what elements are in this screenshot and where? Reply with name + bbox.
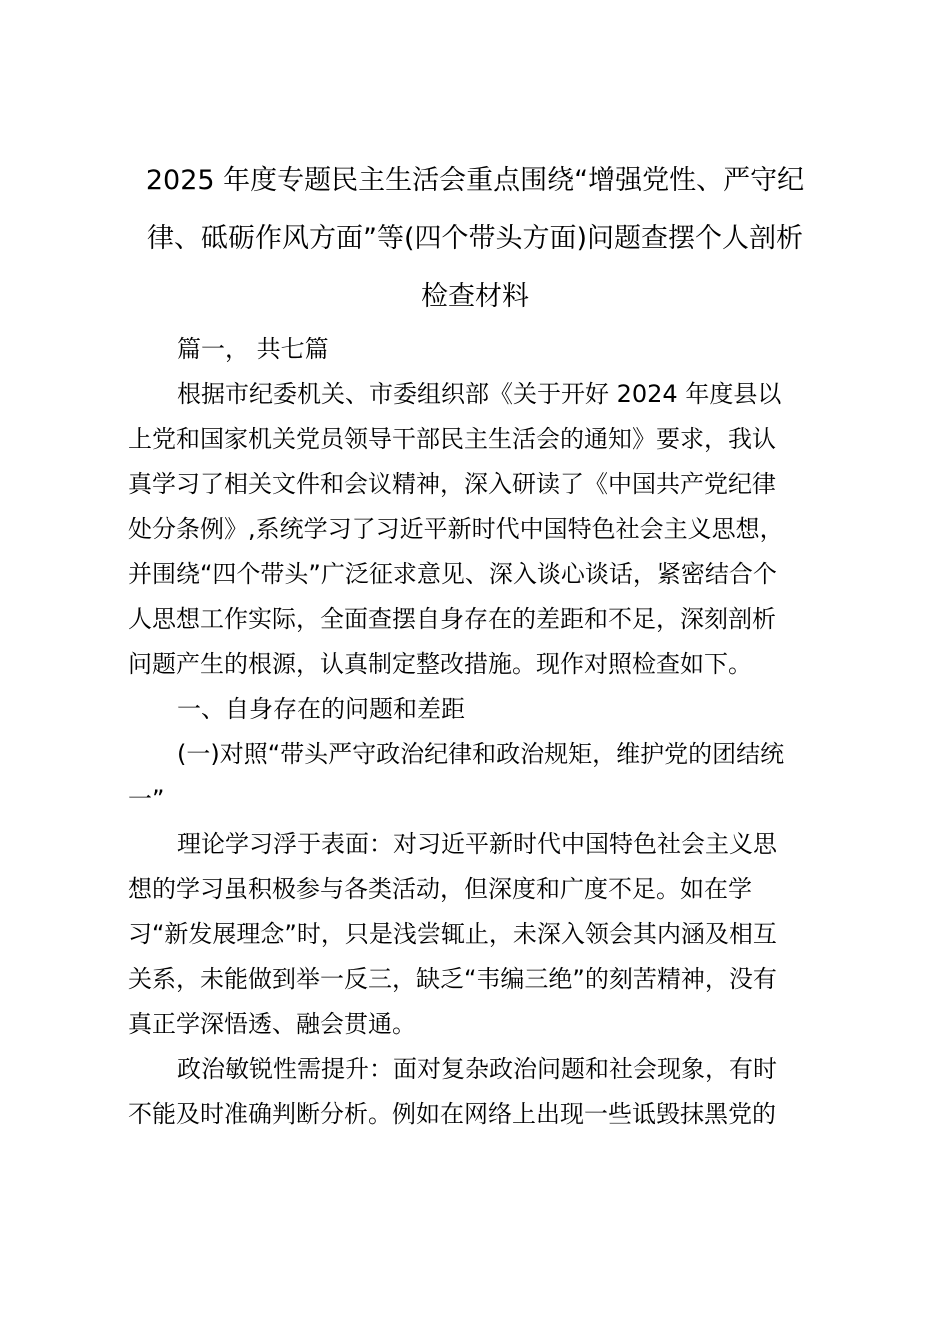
text-line: 处分条例》,系统学习了习近平新时代中国特色社会主义思想，	[128, 515, 784, 543]
text-line: 真正学深悟透、融会贯通。	[128, 1010, 416, 1038]
text-line: 一、自身存在的问题和差距	[177, 695, 465, 723]
text-line: 篇一， 共七篇	[177, 335, 329, 363]
text-line: 习“新发展理念”时，只是浅尝辄止，未深入领会其内涵及相互	[128, 920, 777, 948]
text-line: 并围绕“四个带头”广泛征求意见、深入谈心谈话，紧密结合个	[128, 560, 777, 588]
title-line: 律、砥砺作风方面”等(四个带头方面)问题查摆个人剖析	[146, 223, 804, 254]
section-heading	[128, 687, 828, 732]
title-line: 检查材料	[421, 281, 529, 312]
text-line: 根据市纪委机关、市委组织部《关于开好 2024 年度县以	[177, 380, 782, 408]
text-line: 真学习了相关文件和会议精神，深入研读了《中国共产党纪律	[128, 470, 776, 498]
text-line: 理论学习浮于表面：对习近平新时代中国特色社会主义思	[177, 830, 777, 858]
text-line: 一”	[128, 785, 165, 813]
subsection-heading	[128, 732, 828, 822]
title-line: 2025 年度专题民主生活会重点围绕“增强党性、严守纪	[145, 165, 805, 196]
text-line: 上党和国家机关党员领导干部民主生活会的通知》要求，我认	[128, 425, 776, 453]
theory-study-paragraph	[128, 822, 828, 1047]
text-line: 人思想工作实际，全面查摆自身存在的差距和不足，深刻剖析	[128, 605, 776, 633]
text-line: 关系，未能做到举一反三，缺乏“韦编三绝”的刻苦精神，没有	[128, 965, 777, 993]
political-sensitivity-paragraph	[128, 1047, 828, 1137]
document-title	[118, 152, 832, 326]
document-body	[128, 327, 828, 1137]
intro-paragraph	[128, 372, 828, 687]
text-line: (一)对照“带头严守政治纪律和政治规矩，维护党的团结统	[177, 740, 785, 768]
text-line: 想的学习虽积极参与各类活动，但深度和广度不足。如在学	[128, 875, 752, 903]
text-line: 问题产生的根源，认真制定整改措施。现作对照检查如下。	[128, 650, 752, 678]
text-line: 不能及时准确判断分析。例如在网络上出现一些诋毁抹黑党的	[128, 1100, 776, 1128]
text-line: 政治敏锐性需提升：面对复杂政治问题和社会现象，有时	[177, 1055, 777, 1083]
series-label-paragraph	[128, 327, 828, 372]
